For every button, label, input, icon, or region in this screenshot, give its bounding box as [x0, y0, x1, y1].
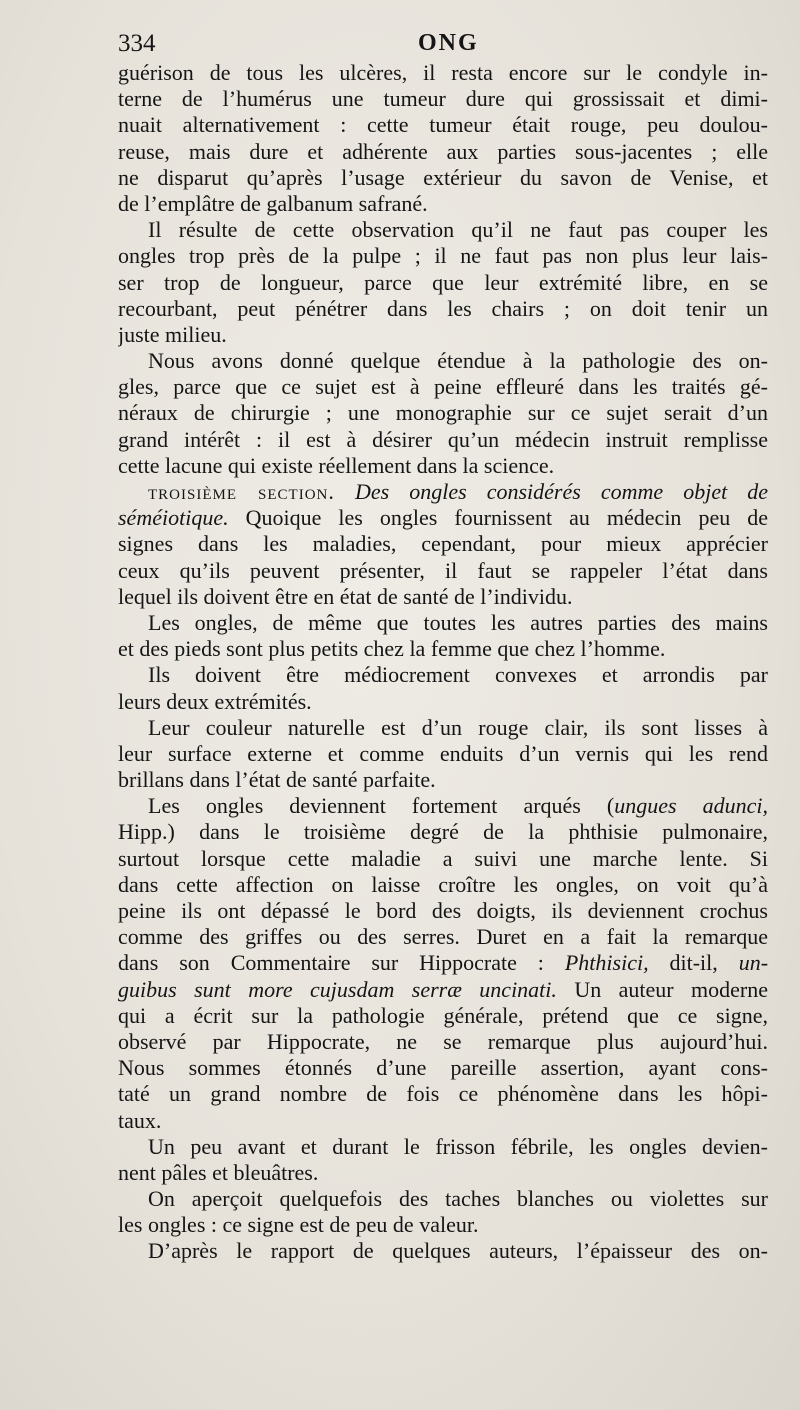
- text-line: [118, 1108, 768, 1134]
- text-line: [118, 610, 768, 636]
- text-line: [118, 584, 768, 610]
- text-line: [118, 558, 768, 584]
- line-text: Nous sommes étonnés d’une pareille assertion, ayant cons-: [118, 1055, 768, 1081]
- text-line: [118, 977, 768, 1003]
- line-text: Hipp.) dans le troisième degré de la phthisie pulmonaire,: [118, 819, 768, 845]
- text-line: [118, 793, 768, 819]
- text-line: [118, 112, 768, 138]
- text-line: [118, 505, 768, 531]
- line-text: brillans dans l’état de santé parfaite.: [118, 767, 436, 793]
- line-text: nent pâles et bleuâtres.: [118, 1159, 319, 1185]
- text-line: [118, 165, 768, 191]
- running-head: ONG: [418, 30, 479, 56]
- line-text: terne de l’humérus une tumeur dure qui grossissait et dimi-: [118, 86, 768, 112]
- text-line: [118, 715, 768, 741]
- text-line: [118, 139, 768, 165]
- line-text: gles, parce que ce sujet est à peine effleuré dans les traités gé-: [118, 374, 768, 400]
- after-text: dit-il,: [669, 950, 718, 976]
- line-text: Nous avons donné quelque étendue à la pathologie des on-: [148, 348, 768, 374]
- text-line: [118, 427, 768, 453]
- text-line: [118, 846, 768, 872]
- line-text: néraux de chirurgie ; une monographie sur ce sujet serait d’un: [118, 400, 768, 426]
- italic-text-2: un-: [738, 950, 768, 976]
- line-text: ceux qu’ils peuvent présenter, il faut se rappeler l’état dans: [118, 557, 768, 583]
- line-text: ne disparut qu’après l’usage extérieur du savon de Venise, et: [118, 164, 768, 190]
- line-text: Quoique les ongles fournissent au médecin peu de: [245, 505, 768, 531]
- line-text: peine ils ont dépassé le bord des doigts, ils deviennent crochus: [118, 898, 768, 923]
- line-text: On aperçoit quelquefois des taches blanches ou violettes sur: [148, 1186, 768, 1212]
- italic-text: Des ongles considérés comme objet de: [354, 479, 768, 504]
- after-text: Un auteur moderne: [574, 976, 768, 1002]
- line-text: Leur couleur naturelle est d’un rouge clair, ils sont lisses à: [148, 714, 768, 740]
- line-text: taux.: [118, 1107, 162, 1133]
- line-text: et des pieds sont plus petits chez la femme que chez l’homme.: [118, 636, 666, 662]
- text-line: [118, 636, 768, 662]
- text-line: [118, 243, 768, 269]
- text-line: [118, 191, 768, 217]
- page-number: 334: [118, 30, 156, 57]
- line-text: recourbant, peut pénétrer dans les chairs ; on doit tenir un: [118, 295, 768, 321]
- text-line: [118, 217, 768, 243]
- page-header: [118, 30, 768, 64]
- line-text: ser trop de longueur, parce que leur extrémité libre, en se: [118, 269, 768, 295]
- text-line: [118, 689, 768, 715]
- text-line: [118, 270, 768, 296]
- text-line: [118, 296, 768, 322]
- line-text: de l’emplâtre de galbanum safrané.: [118, 190, 428, 216]
- text-line: [118, 60, 768, 86]
- text-line: [118, 1238, 768, 1264]
- line-text: reuse, mais dure et adhérente aux parties sous-jacentes ; elle: [118, 138, 768, 164]
- line-text: grand intérêt : il est à désirer qu’un médecin instruit remplisse: [118, 426, 768, 452]
- text-line: [118, 86, 768, 112]
- text-line: [118, 662, 768, 688]
- italic-text: Phthisici,: [564, 950, 649, 976]
- text-line: [118, 767, 768, 793]
- text-line: [118, 898, 768, 924]
- line-text: observé par Hippocrate, ne se remarque plus aujourd’hui.: [118, 1028, 768, 1054]
- text-line: [118, 1081, 768, 1107]
- text-line: [118, 1003, 768, 1029]
- text-line: [118, 741, 768, 767]
- line-text: nuait alternativement : cette tumeur était rouge, peu doulou-: [118, 112, 768, 138]
- small-caps-text: troisième section.: [148, 479, 335, 504]
- text-line: [118, 374, 768, 400]
- text-line: [118, 872, 768, 898]
- line-text: juste milieu.: [118, 321, 227, 347]
- text-line: [118, 819, 768, 845]
- line-text: les ongles : ce signe est de peu de valeur.: [118, 1212, 479, 1238]
- line-text: cette lacune qui existe réellement dans la science.: [118, 452, 555, 478]
- text-line: [118, 453, 768, 479]
- italic-text: ungues adunci,: [614, 793, 768, 819]
- line-text: guérison de tous les ulcères, il resta encore sur le condyle in-: [118, 60, 768, 85]
- text-line: [118, 348, 768, 374]
- text-line: [118, 1055, 768, 1081]
- line-text: Ils doivent être médiocrement convexes et arrondis par: [148, 662, 768, 688]
- line-text: D’après le rapport de quelques auteurs, l’épaisseur des on-: [148, 1238, 768, 1264]
- line-text: lequel ils doivent être en état de santé de l’individu.: [118, 583, 573, 609]
- line-text: Un peu avant et durant le frisson fébrile, les ongles devien-: [148, 1133, 768, 1159]
- line-text: ongles trop près de la pulpe ; il ne faut pas non plus leur lais-: [118, 243, 768, 269]
- body-text: [118, 60, 768, 1265]
- text-line: [118, 531, 768, 557]
- line-text: surtout lorsque cette maladie a suivi une marche lente. Si: [118, 845, 768, 871]
- text-line: [118, 479, 768, 505]
- line-text: signes dans les maladies, cependant, pour mieux apprécier: [118, 531, 768, 557]
- text-line: [118, 1186, 768, 1212]
- line-text: leurs deux extrémités.: [118, 688, 312, 714]
- text-line: [118, 1134, 768, 1160]
- line-text: dans son Commentaire sur Hippocrate :: [118, 950, 544, 976]
- text-line: [118, 924, 768, 950]
- line-text: Les ongles deviennent fortement arqués (: [148, 793, 615, 819]
- italic-text: séméiotique.: [118, 505, 229, 531]
- text-line: [118, 322, 768, 348]
- line-text: Il résulte de cette observation qu’il ne faut pas couper les: [148, 217, 768, 243]
- text-line: [118, 950, 768, 976]
- line-text: comme des griffes ou des serres. Duret en a fait la remarque: [118, 924, 768, 950]
- line-text: Les ongles, de même que toutes les autres parties des mains: [148, 609, 768, 635]
- line-text: taté un grand nombre de fois ce phénomène dans les hôpi-: [118, 1081, 768, 1107]
- line-text: qui a écrit sur la pathologie générale, prétend que ce signe,: [118, 1002, 768, 1028]
- line-text: leur surface externe et comme enduits d’un vernis qui les rend: [118, 740, 768, 766]
- text-line: [118, 400, 768, 426]
- text-line: [118, 1212, 768, 1238]
- text-line: [118, 1029, 768, 1055]
- italic-text: guibus sunt more cujusdam serræ uncinati.: [118, 976, 557, 1002]
- line-text: dans cette affection on laisse croître les ongles, on voit qu’à: [118, 871, 768, 897]
- text-line: [118, 1160, 768, 1186]
